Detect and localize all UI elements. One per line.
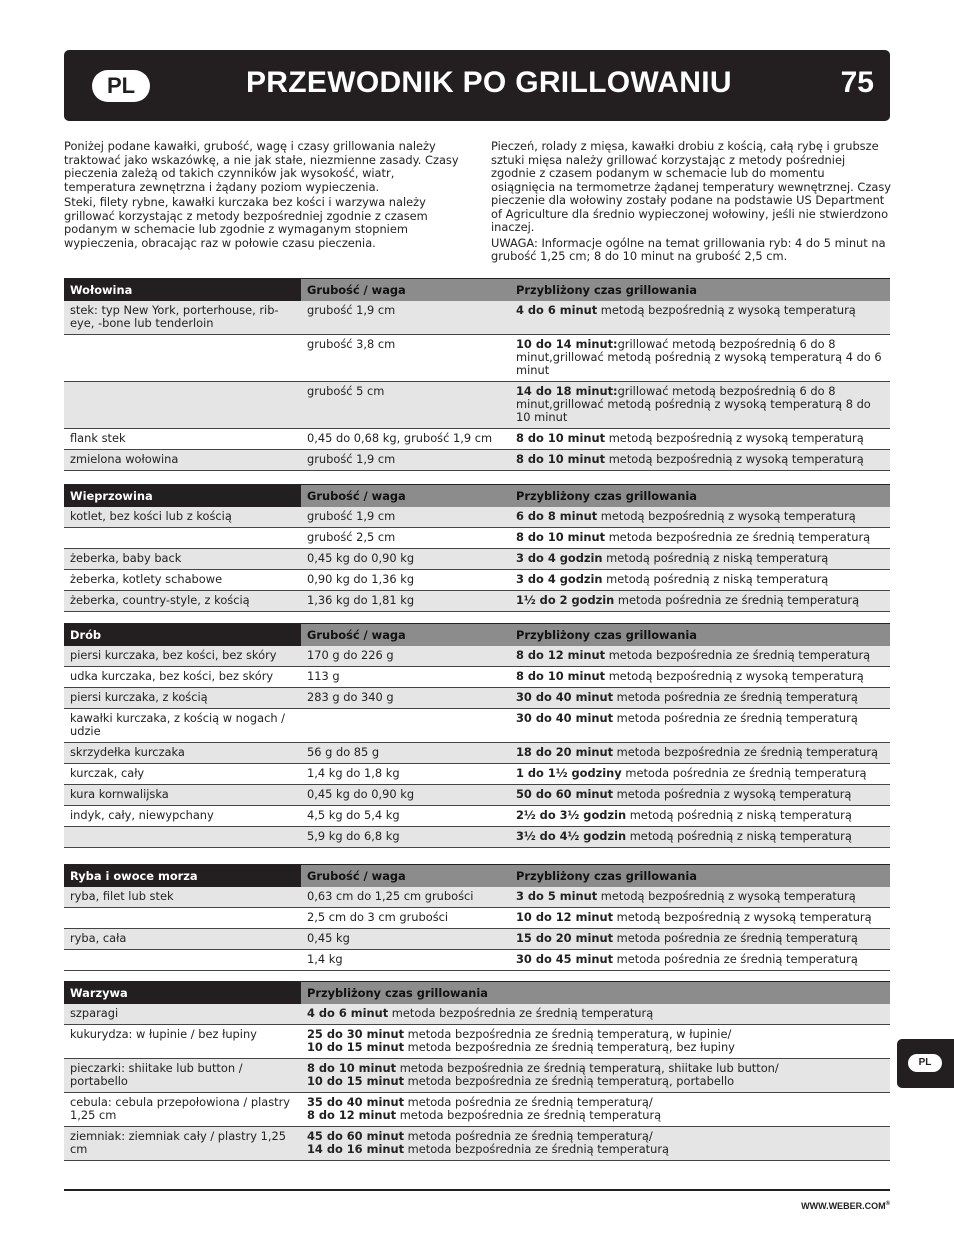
size-cell: 56 g do 85 g <box>301 743 510 764</box>
time-method: metoda bezpośrednia ze średnią temperaturą <box>388 1006 654 1020</box>
table-row <box>64 646 890 667</box>
page-header <box>64 50 890 121</box>
time-value: 1½ do 2 godzin <box>516 593 615 607</box>
time-value: 4 do 6 minut <box>307 1006 389 1020</box>
intro-right-column <box>491 140 891 266</box>
time-cell <box>510 549 890 570</box>
time-value: 30 do 40 minut <box>516 690 614 704</box>
beef-table <box>64 278 890 471</box>
cut-cell <box>64 827 301 848</box>
table-row <box>64 785 890 806</box>
table-row <box>64 429 890 450</box>
column-header: Drób <box>64 624 301 647</box>
column-header: Przybliżony czas grillowania <box>510 279 890 302</box>
time-method: metoda pośrednia ze średnią temperaturą <box>613 711 858 725</box>
time-cell <box>301 1004 890 1025</box>
size-cell: grubość 2,5 cm <box>301 528 510 549</box>
time-method: metodą pośrednią z niską temperaturą <box>626 808 852 822</box>
cut-cell: żeberka, kotlety schabowe <box>64 570 301 591</box>
table-row <box>64 507 890 528</box>
time-value: 35 do 40 minut <box>307 1095 405 1109</box>
size-cell: 0,45 kg do 0,90 kg <box>301 785 510 806</box>
vegetable-cell: szparagi <box>64 1004 301 1025</box>
time-cell <box>510 667 890 688</box>
size-cell: 2,5 cm do 3 cm grubości <box>301 908 510 929</box>
time-cell <box>510 646 890 667</box>
cut-cell: kawałki kurczaka, z kością w nogach / udzie <box>64 709 301 743</box>
time-value: 6 do 8 minut <box>516 509 598 523</box>
time-method: metoda bezpośrednia ze średnią temperaturą, portabello <box>404 1074 735 1088</box>
intro-paragraph: Pieczeń, rolady z mięsa, kawałki drobiu z kością, całą rybę i grubsze sztuki mięsa należy grillować korzystając z metody pośredniej zgodnie z czasem podanym w schemacie lub do momentu osiągnięcia na termometrze żądanej temperatury wewnętrznej. Czasy pieczenie dla wołowiny zostały podane na podstawie US Department of Agriculture dla średnio wypieczonej wołowiny, jeśli nie stwierdzono inaczej. <box>491 139 892 234</box>
intro-left-column <box>64 140 469 252</box>
time-cell <box>510 887 890 908</box>
table-row <box>64 591 890 612</box>
time-method: metoda pośrednia ze średnią temperaturą <box>613 952 858 966</box>
side-language-badge: PL <box>908 1054 942 1072</box>
table-row <box>64 806 890 827</box>
time-cell <box>510 950 890 971</box>
column-header: Przybliżony czas grillowania <box>510 485 890 508</box>
time-method: metoda pośrednia ze średnią temperaturą <box>613 690 858 704</box>
cut-cell: kurczak, cały <box>64 764 301 785</box>
cut-cell: ryba, cała <box>64 929 301 950</box>
table-row <box>64 382 890 429</box>
table-row <box>64 688 890 709</box>
intro-paragraph: Poniżej podane kawałki, grubość, wagę i czasy grillowania należy traktować jako wskazówkę, a nie jak stałe, niezmienne zasady. Czasy pieczenia zależą od takich czynników jak wysokość, wiatr, temperatura zewnętrzna i żądany poziom wypieczenia. <box>64 139 459 194</box>
table-row <box>64 1127 890 1161</box>
time-method: metoda pośrednia ze średnią temperaturą/ <box>404 1129 653 1143</box>
table-row <box>64 764 890 785</box>
time-method: metoda pośrednia z wysoką temperaturą <box>613 787 852 801</box>
time-value: 45 do 60 minut <box>307 1129 405 1143</box>
time-method: metodą bezpośrednią z wysoką temperaturą <box>597 509 856 523</box>
time-cell <box>510 806 890 827</box>
time-cell <box>510 301 890 335</box>
time-method: metodą bezpośrednią z wysoką temperaturą <box>613 910 872 924</box>
time-cell <box>510 335 890 382</box>
table-row <box>64 450 890 471</box>
time-method: metodą bezpośrednią z wysoką temperaturą <box>605 669 864 683</box>
pork-table <box>64 484 890 612</box>
column-header: Grubość / waga <box>301 279 510 302</box>
time-method: grillować metodą bezpośrednią 6 do 8 minut,grillować metodą pośrednią z wysoką temperaturą 4 do 6 minut <box>516 337 882 377</box>
cut-cell: żeberka, baby back <box>64 549 301 570</box>
time-method: metoda bezpośrednia ze średnią temperaturą <box>396 1108 662 1122</box>
time-cell <box>510 688 890 709</box>
time-value: 15 do 20 minut <box>516 931 614 945</box>
time-value: 14 do 16 minut <box>307 1142 405 1156</box>
time-cell <box>510 382 890 429</box>
column-header: Wieprzowina <box>64 485 301 508</box>
time-cell <box>510 591 890 612</box>
time-method: metoda pośrednia ze średnią temperaturą <box>621 766 867 780</box>
size-cell: 0,45 do 0,68 kg, grubość 1,9 cm <box>301 429 510 450</box>
side-language-tab <box>897 1039 954 1088</box>
time-value: 8 do 10 minut <box>307 1061 397 1075</box>
table-row <box>64 709 890 743</box>
time-value: 8 do 10 minut <box>516 452 606 466</box>
size-cell: grubość 1,9 cm <box>301 450 510 471</box>
time-value: 4 do 6 minut <box>516 303 598 317</box>
time-method: metoda pośrednia ze średnią temperaturą <box>614 593 860 607</box>
vegetable-cell: kukurydza: w łupinie / bez łupiny <box>64 1025 301 1059</box>
size-cell: grubość 1,9 cm <box>301 301 510 335</box>
size-cell: 0,90 kg do 1,36 kg <box>301 570 510 591</box>
cut-cell <box>64 950 301 971</box>
vegetable-cell: cebula: cebula przepołowiona / plastry 1,25 cm <box>64 1093 301 1127</box>
time-value: 8 do 12 minut <box>516 648 606 662</box>
cut-cell: zmielona wołowina <box>64 450 301 471</box>
time-method: metoda pośrednia ze średnią temperaturą <box>613 931 858 945</box>
table-row <box>64 908 890 929</box>
cut-cell: skrzydełka kurczaka <box>64 743 301 764</box>
size-cell: 1,4 kg <box>301 950 510 971</box>
size-cell <box>301 709 510 743</box>
table-row <box>64 528 890 549</box>
size-cell: 1,36 kg do 1,81 kg <box>301 591 510 612</box>
table-row <box>64 570 890 591</box>
time-value: 30 do 40 minut <box>516 711 614 725</box>
size-cell: 4,5 kg do 5,4 kg <box>301 806 510 827</box>
size-cell: 0,63 cm do 1,25 cm grubości <box>301 887 510 908</box>
cut-cell: stek: typ New York, porterhouse, rib-eye, -bone lub tenderloin <box>64 301 301 335</box>
time-value: 50 do 60 minut <box>516 787 614 801</box>
time-cell <box>510 908 890 929</box>
time-cell <box>510 785 890 806</box>
time-value: 1 do 1½ godziny <box>516 766 622 780</box>
poultry-table <box>64 623 890 848</box>
footer-divider <box>64 1189 890 1191</box>
time-method: metoda bezpośrednia ze średnią temperaturą <box>605 648 871 662</box>
table-row <box>64 549 890 570</box>
cut-cell <box>64 528 301 549</box>
table-row <box>64 1093 890 1127</box>
cut-cell: piersi kurczaka, z kością <box>64 688 301 709</box>
size-cell: 0,45 kg <box>301 929 510 950</box>
size-cell: 5,9 kg do 6,8 kg <box>301 827 510 848</box>
time-value: 10 do 12 minut <box>516 910 614 924</box>
size-cell: 170 g do 226 g <box>301 646 510 667</box>
size-cell: 283 g do 340 g <box>301 688 510 709</box>
vegetable-cell: pieczarki: shiitake lub button / portabello <box>64 1059 301 1093</box>
table-header-row <box>64 624 890 647</box>
table-row <box>64 827 890 848</box>
time-method: metoda pośrednia ze średnią temperaturą/ <box>404 1095 653 1109</box>
time-cell <box>510 450 890 471</box>
time-value: 18 do 20 minut <box>516 745 614 759</box>
vegetables-table <box>64 981 890 1161</box>
cut-cell: kotlet, bez kości lub z kością <box>64 507 301 528</box>
time-cell <box>510 570 890 591</box>
column-header: Ryba i owoce morza <box>64 865 301 888</box>
column-header: Wołowina <box>64 279 301 302</box>
time-method: metodą bezpośrednią z wysoką temperaturą <box>597 303 856 317</box>
time-method: metodą bezpośrednią z wysoką temperaturą <box>605 452 864 466</box>
registered-mark: ® <box>885 1201 890 1207</box>
size-cell: grubość 3,8 cm <box>301 335 510 382</box>
time-value: 30 do 45 minut <box>516 952 614 966</box>
table-header-row <box>64 982 890 1005</box>
time-cell <box>301 1127 890 1161</box>
time-cell <box>510 827 890 848</box>
column-header: Warzywa <box>64 982 301 1005</box>
time-value: 8 do 12 minut <box>307 1108 397 1122</box>
table-header-row <box>64 485 890 508</box>
time-cell <box>301 1025 890 1059</box>
table-row <box>64 667 890 688</box>
time-value: 2½ do 3½ godzin <box>516 808 627 822</box>
time-method: metoda bezpośrednia ze średnią temperaturą, w łupinie/ <box>404 1027 732 1041</box>
size-cell: 1,4 kg do 1,8 kg <box>301 764 510 785</box>
column-header: Przybliżony czas grillowania <box>510 624 890 647</box>
table-row <box>64 929 890 950</box>
time-cell <box>510 709 890 743</box>
time-value: 8 do 10 minut <box>516 530 606 544</box>
table-header-row <box>64 865 890 888</box>
cut-cell <box>64 335 301 382</box>
time-cell <box>510 929 890 950</box>
time-method: metoda bezpośrednia ze średnią temperaturą <box>404 1142 670 1156</box>
time-method: metodą bezpośrednią z wysoką temperaturą <box>605 431 864 445</box>
time-value: 8 do 10 minut <box>516 431 606 445</box>
time-cell <box>510 429 890 450</box>
time-method: metoda bezpośrednia ze średnią temperaturą <box>605 530 871 544</box>
column-header: Przybliżony czas grillowania <box>510 865 890 888</box>
cut-cell: żeberka, country-style, z kością <box>64 591 301 612</box>
time-value: 10 do 15 minut <box>307 1040 405 1054</box>
time-cell <box>510 528 890 549</box>
time-method: metoda bezpośrednia ze średnią temperaturą, bez łupiny <box>404 1040 735 1054</box>
intro-paragraph: Steki, filety rybne, kawałki kurczaka bez kości i warzywa należy grillować korzystając z metody bezpośredniej zgodnie z czasem podanym w schemacie lub zgodnie z wymaganym stopniem wypieczenia, obracając raz w połowie czasu pieczenia. <box>64 195 428 250</box>
cut-cell: indyk, cały, niewypchany <box>64 806 301 827</box>
footer-url[interactable] <box>801 1201 890 1211</box>
column-header: Grubość / waga <box>301 485 510 508</box>
size-cell: 113 g <box>301 667 510 688</box>
intro-paragraph: UWAGA: Informacje ogólne na temat grillowania ryb: 4 do 5 minut na grubość 1,25 cm; 8 do 10 minut na grubość 2,5 cm. <box>491 235 886 263</box>
page-number: 75 <box>840 66 874 99</box>
cut-cell: ryba, filet lub stek <box>64 887 301 908</box>
vegetable-cell: ziemniak: ziemniak cały / plastry 1,25 cm <box>64 1127 301 1161</box>
time-value: 10 do 14 minut: <box>516 337 618 351</box>
time-value: 8 do 10 minut <box>516 669 606 683</box>
cut-cell: udka kurczaka, bez kości, bez skóry <box>64 667 301 688</box>
table-row <box>64 1004 890 1025</box>
time-value: 3 do 5 minut <box>516 889 598 903</box>
column-header: Grubość / waga <box>301 624 510 647</box>
time-method: metoda bezpośrednia ze średnią temperaturą <box>613 745 879 759</box>
page-title: PRZEWODNIK PO GRILLOWANIU <box>246 66 732 99</box>
time-cell <box>301 1059 890 1093</box>
table-header-row <box>64 279 890 302</box>
fish-table <box>64 864 890 971</box>
size-cell: grubość 1,9 cm <box>301 507 510 528</box>
cut-cell: kura kornwalijska <box>64 785 301 806</box>
table-row <box>64 335 890 382</box>
time-value: 25 do 30 minut <box>307 1027 405 1041</box>
time-method: metoda bezpośrednia ze średnią temperaturą, shiitake lub button/ <box>396 1061 779 1075</box>
time-value: 3½ do 4½ godzin <box>516 829 627 843</box>
column-header: Przybliżony czas grillowania <box>301 982 890 1005</box>
language-badge: PL <box>92 70 150 102</box>
table-row <box>64 1025 890 1059</box>
table-row <box>64 1059 890 1093</box>
cut-cell: piersi kurczaka, bez kości, bez skóry <box>64 646 301 667</box>
time-method: metodą pośrednią z niską temperaturą <box>602 551 829 565</box>
cut-cell <box>64 382 301 429</box>
time-cell <box>510 743 890 764</box>
size-cell: grubość 5 cm <box>301 382 510 429</box>
time-cell <box>510 764 890 785</box>
time-method: metodą pośrednią z niską temperaturą <box>626 829 852 843</box>
table-row <box>64 743 890 764</box>
time-method: grillować metodą bezpośrednią 6 do 8 minut,grillować metodą pośrednią z wysoką temperaturą 8 do 10 minut <box>516 384 871 424</box>
table-row <box>64 950 890 971</box>
time-value: 14 do 18 minut: <box>516 384 618 398</box>
footer-url-text: WWW.WEBER.COM <box>801 1201 886 1211</box>
table-row <box>64 301 890 335</box>
column-header: Grubość / waga <box>301 865 510 888</box>
time-method: metodą bezpośrednią z wysoką temperaturą <box>597 889 856 903</box>
table-row <box>64 887 890 908</box>
time-cell <box>301 1093 890 1127</box>
time-method: metodą pośrednią z niską temperaturą <box>602 572 829 586</box>
time-value: 3 do 4 godzin <box>516 551 603 565</box>
cut-cell <box>64 908 301 929</box>
size-cell: 0,45 kg do 0,90 kg <box>301 549 510 570</box>
time-value: 10 do 15 minut <box>307 1074 405 1088</box>
cut-cell: flank stek <box>64 429 301 450</box>
time-cell <box>510 507 890 528</box>
time-value: 3 do 4 godzin <box>516 572 603 586</box>
